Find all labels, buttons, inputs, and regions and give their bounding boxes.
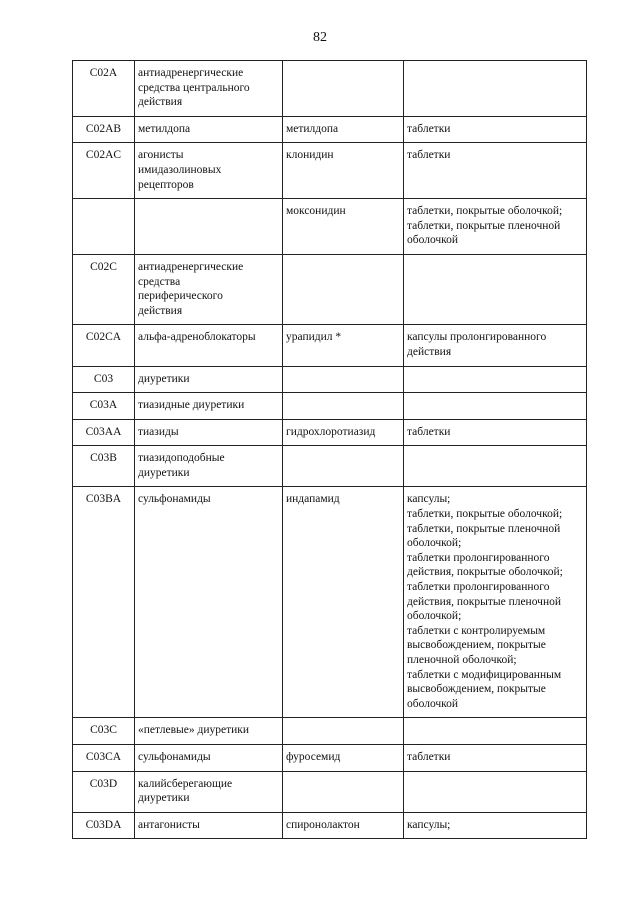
group-name-line: сульфонамиды [138,750,211,763]
dosage-forms-line: таблетки, покрытые пленочной [407,522,561,535]
group-name-line: антиадренергические [138,260,244,273]
group-name-cell [135,366,283,393]
dosage-forms-line: таблетки с модифицированным [407,668,562,681]
group-name-cell [135,771,283,812]
group-name-cell [135,487,283,718]
substance-cell [283,419,404,446]
dosage-forms-cell [404,771,587,812]
substance-cell [283,393,404,420]
atc-code-cell: C03D [73,771,135,812]
atc-code-cell: C03A [73,393,135,420]
table-row [73,771,587,812]
dosage-forms-line: оболочкой; [407,537,462,550]
dosage-forms-line: таблетки пролонгированного [407,551,550,564]
substance-cell [283,199,404,255]
substance-cell [283,143,404,199]
substance-cell [283,61,404,117]
substance-cell [283,116,404,143]
dosage-forms-cell [404,116,587,143]
table-body [73,61,587,839]
table-row [73,718,587,745]
substance-line: клонидин [286,149,334,162]
group-name-line: антиадренергические [138,67,244,79]
dosage-forms-line: капсулы пролонгированного [407,331,547,344]
dosage-forms-cell [404,446,587,487]
dosage-forms-cell [404,254,587,324]
atc-code-cell: C03CA [73,744,135,771]
group-name-cell [135,718,283,745]
atc-code-cell: C02AB [73,116,135,143]
atc-code-cell: C02A [73,61,135,117]
table-row [73,393,587,420]
substance-line: гидрохлоротиазид [286,425,376,438]
dosage-forms-line: оболочкой [407,697,459,710]
dosage-forms-line: капсулы; [407,818,451,831]
substance-line: индапамид [286,493,340,506]
dosage-forms-line: высвобождением, покрытые [407,639,546,652]
substance-line: фуросемид [286,750,341,763]
substance-cell [283,718,404,745]
group-name-line: тиазидные диуретики [138,399,245,412]
group-name-cell [135,446,283,487]
atc-code-cell: C02AC [73,143,135,199]
group-name-cell [135,744,283,771]
table-row [73,446,587,487]
substance-cell [283,771,404,812]
group-name-line: антагонисты [138,818,200,831]
group-name-cell [135,325,283,366]
group-name-line: рецепторов [138,178,194,191]
dosage-forms-cell [404,325,587,366]
group-name-line: средства [138,275,181,288]
dosage-forms-line: таблетки, покрытые оболочкой; [407,508,563,521]
substance-cell [283,744,404,771]
group-name-line: имидазолиновых [138,163,222,176]
substance-cell [283,325,404,366]
table-row [73,143,587,199]
dosage-forms-line: таблетки [407,750,451,763]
table-row [73,419,587,446]
dosage-forms-line: действия [407,345,452,358]
dosage-forms-cell [404,419,587,446]
group-name-cell [135,419,283,446]
group-name-line: калийсберегающие [138,777,233,790]
atc-code-cell: C02C [73,254,135,324]
table-row [73,61,587,117]
substance-line: метилдопа [286,122,339,135]
dosage-forms-line: капсулы; [407,493,451,506]
substance-line: спиронолактон [286,818,360,831]
dosage-forms-line: действия, покрытые оболочкой; [407,566,563,579]
dosage-forms-line: таблетки [407,149,451,162]
dosage-forms-line: таблетки [407,425,451,438]
atc-code-cell: C02CA [73,325,135,366]
atc-code-cell: C03DA [73,812,135,839]
table-row [73,116,587,143]
dosage-forms-line: оболочкой; [407,610,462,623]
dosage-forms-cell [404,718,587,745]
table-row [73,325,587,366]
group-name-line: средства центрального [138,81,250,94]
group-name-cell [135,116,283,143]
dosage-forms-cell [404,366,587,393]
table-row [73,199,587,255]
group-name-cell [135,199,283,255]
group-name-line: «петлевые» диуретики [138,724,250,737]
group-name-line: действия [138,96,183,109]
group-name-line: метилдопа [138,122,191,135]
group-name-line: действия [138,304,183,317]
substance-cell [283,254,404,324]
group-name-cell [135,393,283,420]
dosage-forms-line: таблетки, покрытые оболочкой; [407,205,563,218]
group-name-cell [135,61,283,117]
substance-cell [283,812,404,839]
substance-cell [283,487,404,718]
group-name-cell [135,812,283,839]
dosage-forms-cell [404,393,587,420]
group-name-line: сульфонамиды [138,493,211,506]
dosage-forms-cell [404,143,587,199]
group-name-line: агонисты [138,149,184,162]
atc-code-cell: C03BA [73,487,135,718]
group-name-line: диуретики [138,466,190,479]
dosage-forms-cell [404,487,587,718]
table-row [73,744,587,771]
drug-table [72,60,587,839]
table-row [73,812,587,839]
page-number: 82 [313,30,327,45]
dosage-forms-line: таблетки с контролируемым [407,624,546,637]
atc-code-cell: C03 [73,366,135,393]
dosage-forms-line: действия, покрытые пленочной [407,595,562,608]
dosage-forms-cell [404,61,587,117]
atc-code-cell: C03C [73,718,135,745]
substance-line: урапидил * [286,331,342,344]
group-name-cell [135,254,283,324]
dosage-forms-cell [404,744,587,771]
atc-code-cell: C03AA [73,419,135,446]
dosage-forms-cell [404,199,587,255]
table-row [73,254,587,324]
substance-cell [283,446,404,487]
group-name-line: альфа-адреноблокаторы [138,331,256,344]
dosage-forms-line: таблетки пролонгированного [407,581,550,594]
atc-code-cell [73,199,135,255]
dosage-forms-line: таблетки [407,122,451,135]
group-name-line: тиазидоподобные [138,452,225,465]
atc-code-cell: C03B [73,446,135,487]
group-name-line: периферического [138,290,223,303]
group-name-line: диуретики [138,792,190,805]
group-name-cell [135,143,283,199]
group-name-line: тиазиды [138,425,179,438]
substance-cell [283,366,404,393]
dosage-forms-line: таблетки, покрытые пленочной [407,219,561,232]
dosage-forms-line: высвобождением, покрытые [407,683,546,696]
table-row [73,366,587,393]
group-name-line: диуретики [138,372,190,385]
dosage-forms-cell [404,812,587,839]
substance-line: моксонидин [286,205,346,218]
dosage-forms-line: оболочкой [407,234,459,247]
table-row [73,487,587,718]
dosage-forms-line: пленочной оболочкой; [407,654,517,666]
